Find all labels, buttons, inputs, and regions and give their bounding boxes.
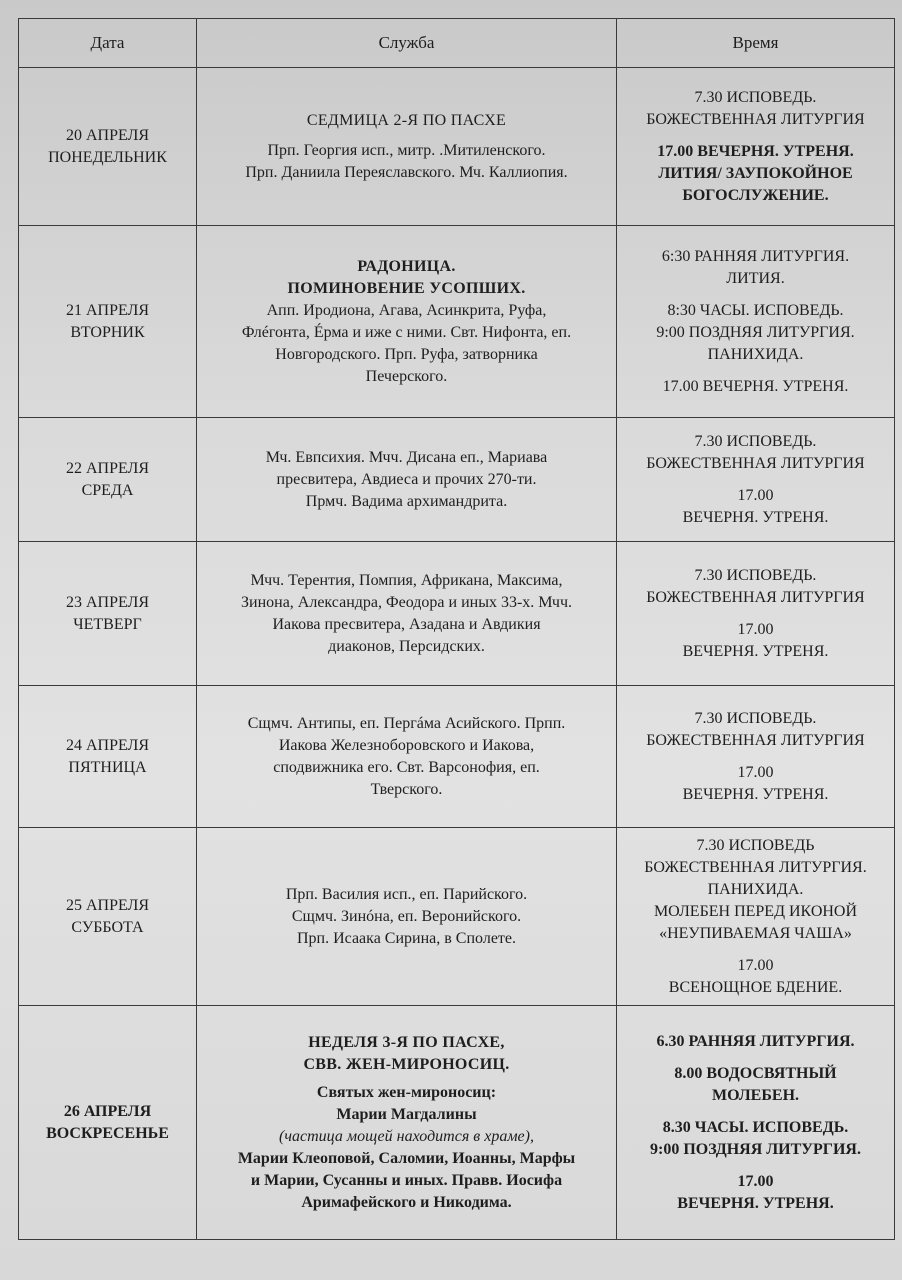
time-cell [617, 828, 895, 1006]
time-item: МОЛЕБЕН. [711, 1086, 800, 1104]
date-cell [19, 828, 197, 1006]
time-item: ВЕЧЕРНЯ. УТРЕНЯ. [682, 508, 829, 526]
service-cell [197, 1006, 617, 1240]
time-item: 7.30 ИСПОВЕДЬ. [694, 432, 817, 450]
time-item: БОЖЕСТВЕННАЯ ЛИТУРГИЯ. [644, 858, 867, 876]
service-line: Сщмч. Антипы, еп. Пергáма Асийского. Прпп. [247, 714, 566, 732]
date-weekday: ВТОРНИК [70, 323, 145, 341]
schedule-table [18, 18, 895, 1240]
service-line: диаконов, Персидских. [328, 637, 485, 655]
date-cell [19, 68, 197, 226]
service-line: Тверского. [370, 780, 443, 798]
time-cell [617, 542, 895, 686]
time-cell [617, 418, 895, 542]
service-title: СЕДМИЦА 2-Я ПО ПАСХЕ [306, 111, 507, 129]
time-item: 9:00 ПОЗДНЯЯ ЛИТУРГИЯ. [650, 1140, 861, 1158]
date-day: 22 АПРЕЛЯ [65, 459, 150, 477]
service-subtitle: Марии Магдалины [336, 1105, 477, 1123]
date-cell [19, 542, 197, 686]
service-line: Печерского. [365, 367, 448, 385]
time-item: 9:00 ПОЗДНЯЯ ЛИТУРГИЯ. [656, 323, 855, 341]
date-weekday: ПОНЕДЕЛЬНИК [48, 148, 167, 166]
service-line: пресвитера, Авдиеса и прочих 270-ти. [276, 470, 537, 488]
date-weekday: ПЯТНИЦА [68, 758, 147, 776]
date-day: 21 АПРЕЛЯ [65, 301, 150, 319]
time-item: ПАНИХИДА. [707, 880, 804, 898]
service-cell [197, 418, 617, 542]
time-item: 17.00 [737, 1172, 774, 1190]
service-line: Флéгонта, Éрма и иже с ними. Свт. Нифонта, еп. [241, 323, 572, 341]
service-line: сподвижника его. Свт. Варсонофия, еп. [273, 758, 540, 776]
service-line: Прп. Исаака Сирина, в Сполете. [296, 929, 517, 947]
service-line: Новгородского. Прп. Руфа, затворника [275, 345, 538, 363]
time-item: «НЕУПИВАЕМАЯ ЧАША» [659, 924, 852, 942]
time-item: ВЕЧЕРНЯ. УТРЕНЯ. [682, 785, 829, 803]
time-item: ЛИТИЯ. [726, 269, 785, 287]
header-date: Дата [19, 19, 197, 68]
time-cell [617, 686, 895, 828]
time-item: ПАНИХИДА. [707, 345, 804, 363]
date-weekday: СУББОТА [71, 918, 144, 936]
service-title: СВВ. ЖЕН-МИРОНОСИЦ. [303, 1055, 510, 1073]
service-cell [197, 68, 617, 226]
service-line: Иакова Железноборовского и Иакова, [278, 736, 535, 754]
service-subtitle: Святых жен-мироносиц: [316, 1083, 497, 1101]
table-row [19, 686, 895, 828]
time-item: 7.30 ИСПОВЕДЬ. [694, 88, 817, 106]
time-item: ЛИТИЯ/ ЗАУПОКОЙНОЕ [658, 164, 853, 182]
time-item: 17.00 ВЕЧЕРНЯ. УТРЕНЯ. [657, 142, 854, 160]
table-row [19, 68, 895, 226]
time-item: БОЖЕСТВЕННАЯ ЛИТУРГИЯ [646, 454, 865, 472]
service-line: Аримафейского и Никодима. [301, 1193, 512, 1211]
time-cell [617, 68, 895, 226]
time-item: 17.00 [737, 763, 774, 781]
service-cell [197, 226, 617, 418]
time-item: ВЕЧЕРНЯ. УТРЕНЯ. [682, 642, 829, 660]
table-row [19, 1006, 895, 1240]
time-item: ВСЕНОЩНОЕ БДЕНИЕ. [668, 978, 843, 996]
service-line: и Марии, Сусанны и иных. Правв. Иосифа [250, 1171, 563, 1189]
date-cell [19, 1006, 197, 1240]
time-item: МОЛЕБЕН ПЕРЕД ИКОНОЙ [653, 902, 858, 920]
date-weekday: ВОСКРЕСЕНЬЕ [46, 1124, 169, 1142]
service-cell [197, 542, 617, 686]
time-item: 6:30 РАННЯЯ ЛИТУРГИЯ. [661, 247, 850, 265]
time-item: ВЕЧЕРНЯ. УТРЕНЯ. [677, 1194, 834, 1212]
date-weekday: СРЕДА [81, 481, 134, 499]
service-line: Иакова пресвитера, Азадана и Авдикия [272, 615, 541, 633]
table-row [19, 828, 895, 1006]
service-line: Прп. Георгия исп., митр. .Митиленского. [267, 141, 546, 159]
time-item: БОЖЕСТВЕННАЯ ЛИТУРГИЯ [646, 731, 865, 749]
time-item: 17.00 [737, 956, 774, 974]
time-item: 8.00 ВОДОСВЯТНЫЙ [674, 1064, 837, 1082]
time-item: 7.30 ИСПОВЕДЬ [696, 836, 815, 854]
service-cell [197, 828, 617, 1006]
service-line: Марии Клеоповой, Саломии, Иоанны, Марфы [237, 1149, 576, 1167]
time-item: 7.30 ИСПОВЕДЬ. [694, 566, 817, 584]
date-cell [19, 226, 197, 418]
service-line: Мчч. Терентия, Помпия, Африкана, Максима, [250, 571, 563, 589]
time-cell [617, 1006, 895, 1240]
date-day: 20 АПРЕЛЯ [65, 126, 150, 144]
table-row [19, 226, 895, 418]
time-item: БОГОСЛУЖЕНИЕ. [682, 186, 829, 204]
service-cell [197, 686, 617, 828]
header-time: Время [617, 19, 895, 68]
time-cell [617, 226, 895, 418]
service-line: Мч. Евпсихия. Мчч. Дисана еп., Мариава [265, 448, 548, 466]
service-line: Прмч. Вадима архимандрита. [305, 492, 508, 510]
date-day: 26 АПРЕЛЯ [63, 1102, 152, 1120]
time-item: 8.30 ЧАСЫ. ИСПОВЕДЬ. [662, 1118, 849, 1136]
date-weekday: ЧЕТВЕРГ [73, 615, 142, 633]
service-title: РАДОНИЦА. [357, 257, 456, 275]
service-note: (частица мощей находится в храме), [279, 1127, 534, 1145]
header-service: Служба [197, 19, 617, 68]
time-item: БОЖЕСТВЕННАЯ ЛИТУРГИЯ [646, 110, 865, 128]
time-item: 17.00 [737, 486, 774, 504]
time-item: 7.30 ИСПОВЕДЬ. [694, 709, 817, 727]
time-item: 8:30 ЧАСЫ. ИСПОВЕДЬ. [667, 301, 844, 319]
service-line: Зинона, Александра, Феодора и иных 33-х. Мчч. [240, 593, 573, 611]
service-line: Апп. Иродиона, Агава, Асинкрита, Руфа, [266, 301, 547, 319]
service-line: Прп. Василия исп., еп. Парийского. [285, 885, 528, 903]
date-cell [19, 686, 197, 828]
table-row [19, 542, 895, 686]
service-title: ПОМИНОВЕНИЕ УСОПШИХ. [287, 279, 526, 297]
time-item: 17.00 [737, 620, 774, 638]
table-row [19, 418, 895, 542]
time-item: БОЖЕСТВЕННАЯ ЛИТУРГИЯ [646, 588, 865, 606]
date-day: 23 АПРЕЛЯ [65, 593, 150, 611]
service-line: Сщмч. Зинóна, еп. Веронийского. [291, 907, 522, 925]
service-line: Прп. Даниила Переяславского. Мч. Каллиопия. [245, 163, 568, 181]
date-day: 25 АПРЕЛЯ [65, 896, 150, 914]
time-item: 17.00 ВЕЧЕРНЯ. УТРЕНЯ. [662, 377, 849, 395]
header-row [19, 19, 895, 68]
date-day: 24 АПРЕЛЯ [65, 736, 150, 754]
time-item: 6.30 РАННЯЯ ЛИТУРГИЯ. [656, 1032, 855, 1050]
date-cell [19, 418, 197, 542]
service-title: НЕДЕЛЯ 3-Я ПО ПАСХЕ, [308, 1033, 505, 1051]
